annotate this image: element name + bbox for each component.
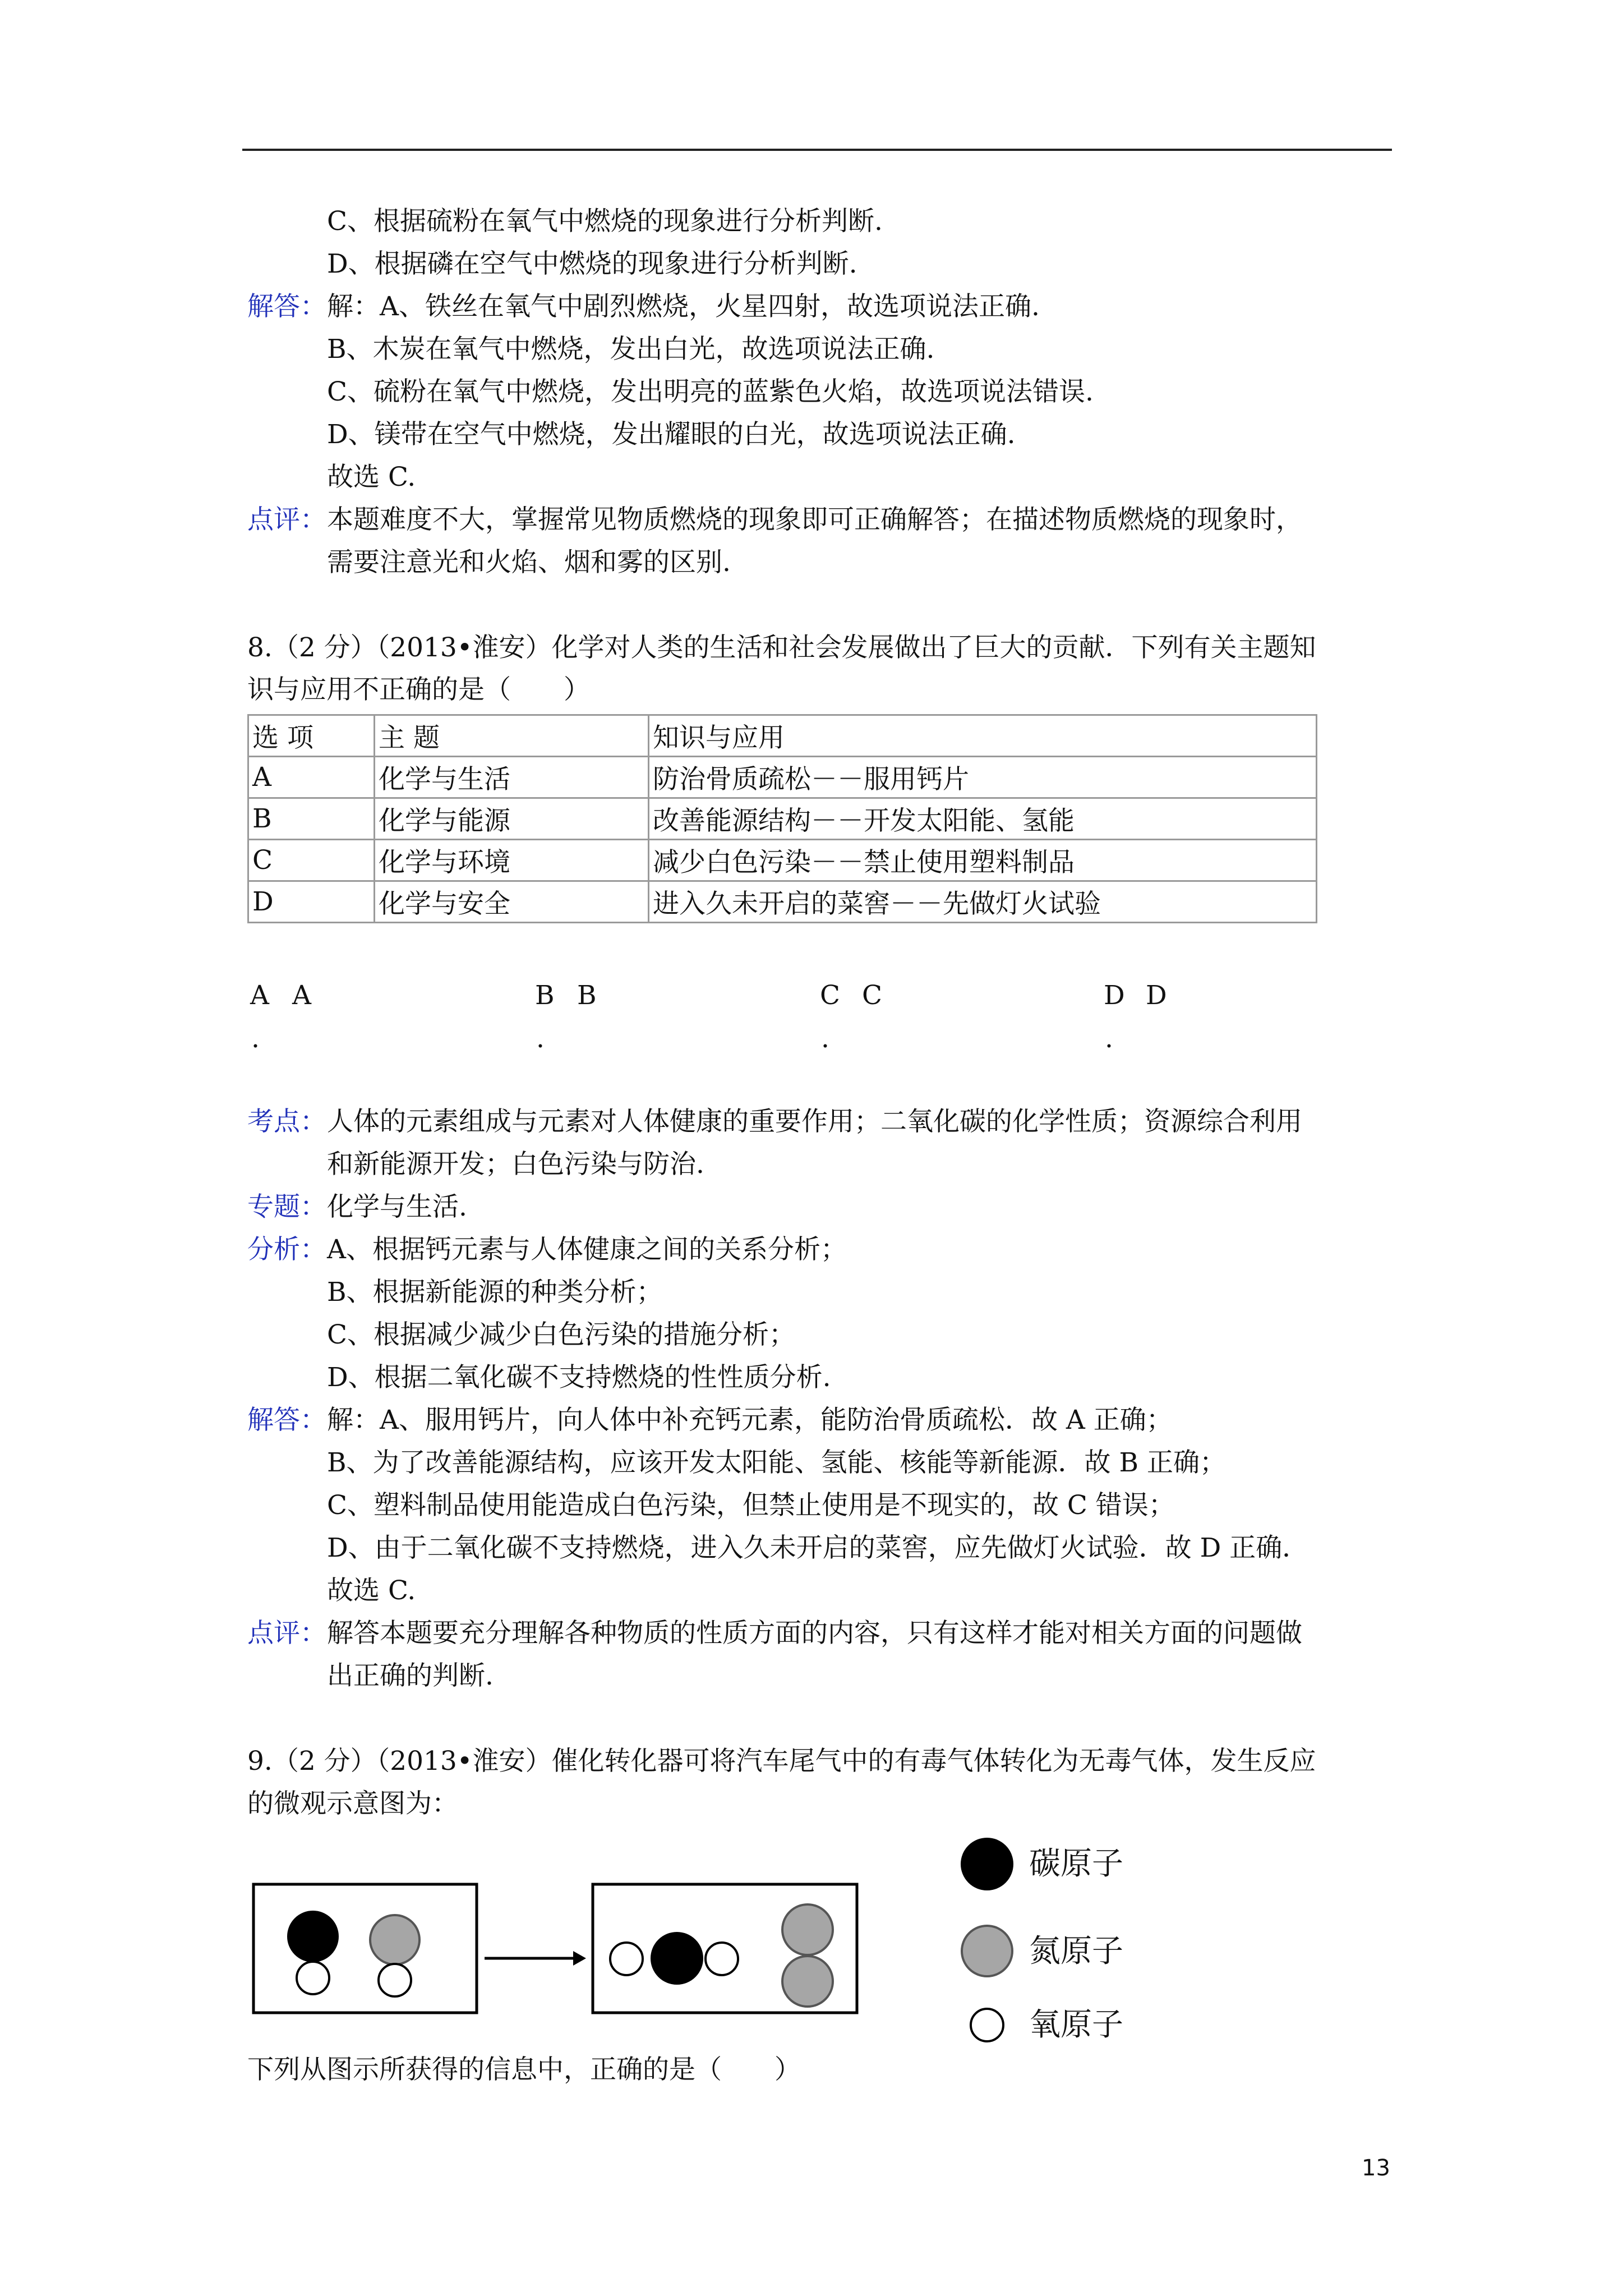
carbon-atom [652, 1933, 702, 1984]
choice-d-dot: . [1105, 1023, 1113, 1054]
carbon-atom [288, 1912, 338, 1961]
q9-question: 下列从图示所获得的信息中，正确的是（ ） [247, 2054, 801, 2085]
q8-topic: 化学与生活. [327, 1191, 467, 1222]
nitrogen-atom [370, 1915, 419, 1964]
legend-oxygen-icon [971, 2009, 1003, 2041]
q7-answer-line: C、硫粉在氧气中燃烧，发出明亮的蓝紫色火焰，故选项说法错误. [327, 376, 1094, 407]
page-number: 13 [1362, 2155, 1390, 2181]
q8-comment-line: 解答本题要充分理解各种物质的性质方面的内容，只有这样才能对相关方面的问题做 [327, 1618, 1302, 1649]
reaction-diagram [247, 1829, 920, 2031]
table-cell: 化学与环境 [375, 840, 649, 881]
q7-comment-line: 本题难度不大，掌握常见物质燃烧的现象即可正确解答；在描述物质燃烧的现象时， [327, 504, 1302, 535]
nitrogen-atom [782, 1904, 833, 1955]
legend-oxygen-label: 氧原子 [1029, 2007, 1123, 2043]
legend-carbon-label: 碳原子 [1029, 1846, 1123, 1882]
q7-comment-label: 点评： [247, 504, 326, 535]
table-cell: D [248, 881, 375, 923]
legend-symbols [956, 1834, 1018, 2053]
table-header-cell: 主 题 [375, 715, 649, 757]
q8-analysis-line: D、根据二氧化碳不支持燃烧的性性质分析. [327, 1362, 831, 1393]
q8-analysis-label: 分析： [247, 1234, 326, 1265]
choice-b-letter: B [535, 980, 555, 1011]
q8-analysis-line: C、根据减少减少白色污染的措施分析； [327, 1319, 795, 1350]
q8-point-line: 和新能源开发；白色污染与防治. [327, 1149, 704, 1180]
q8-stem-line: 识与应用不正确的是（ ） [247, 674, 590, 705]
legend-nitrogen-icon [962, 1926, 1012, 1976]
q8-answer-line: D、由于二氧化碳不支持燃烧，进入久未开启的菜窖，应先做灯火试验．故 D 正确． [327, 1533, 1309, 1563]
oxygen-atom [706, 1943, 738, 1975]
q8-comment-line: 出正确的判断. [327, 1660, 494, 1691]
q8-analysis-line: B、根据新能源的种类分析； [327, 1277, 663, 1308]
legend-nitrogen-label: 氮原子 [1029, 1933, 1123, 1970]
legend-carbon-icon [962, 1839, 1012, 1889]
q7-answer-line: 故选 C. [327, 462, 416, 493]
table-cell: B [248, 798, 375, 840]
q7-comment-line: 需要注意光和火焰、烟和雾的区别. [327, 547, 731, 578]
q9-stem-line: 的微观示意图为： [247, 1788, 458, 1819]
intro-c: C、根据硫粉在氧气中燃烧的现象进行分析判断. [327, 206, 883, 237]
table-cell: A [248, 757, 375, 798]
choice-d-text: D [1146, 980, 1167, 1011]
table-cell: 减少白色污染－－禁止使用塑料制品 [649, 840, 1317, 881]
q8-answer-label: 解答： [247, 1405, 326, 1435]
q9-stem-line: 9.（2 分）（2013•淮安）催化转化器可将汽车尾气中的有毒气体转化为无毒气体，发生反应 [247, 1746, 1316, 1777]
table-cell: C [248, 840, 375, 881]
table-row [248, 840, 1317, 881]
nitrogen-atom [782, 1956, 833, 2007]
reaction-arrow-head [573, 1951, 586, 1966]
choice-c-text: C [862, 980, 882, 1011]
table-row [248, 757, 1317, 798]
reactant-box [253, 1884, 477, 2013]
q8-comment-label: 点评： [247, 1618, 326, 1649]
table-header-cell: 选 项 [248, 715, 375, 757]
oxygen-atom [610, 1943, 643, 1975]
choice-d-letter: D [1104, 980, 1125, 1011]
table-header-row [248, 715, 1317, 757]
q8-answer-line: 故选 C. [327, 1575, 416, 1606]
q8-answer-line: 解：A、服用钙片，向人体中补充钙元素，能防治骨质疏松．故 A 正确； [327, 1405, 1173, 1435]
q8-stem-line: 8.（2 分）（2013•淮安）化学对人类的生活和社会发展做出了巨大的贡献．下列有关主题知 [247, 632, 1316, 663]
table-cell: 化学与安全 [375, 881, 649, 923]
q8-answer-line: B、为了改善能源结构，应该开发太阳能、氢能、核能等新能源．故 B 正确； [327, 1447, 1226, 1478]
choice-b-text: B [577, 980, 597, 1011]
table-cell: 防治骨质疏松－－服用钙片 [649, 757, 1317, 798]
choice-a-text: A [292, 980, 311, 1011]
q8-topic-label: 专题： [247, 1191, 326, 1222]
table-header-cell: 知识与应用 [649, 715, 1317, 757]
header-rule [242, 149, 1392, 151]
q7-answer-line: 解：A、铁丝在氧气中剧烈燃烧，火星四射，故选项说法正确. [327, 291, 1040, 322]
table-row [248, 881, 1317, 923]
q7-answer-line: B、木炭在氧气中燃烧，发出白光，故选项说法正确. [327, 334, 935, 365]
choice-c-dot: . [821, 1023, 829, 1054]
choice-a-letter: A [250, 980, 269, 1011]
table-row [248, 798, 1317, 840]
q8-options-table [247, 714, 1317, 923]
table-cell: 进入久未开启的菜窖－－先做灯火试验 [649, 881, 1317, 923]
choice-b-dot: . [536, 1023, 545, 1054]
choice-c-letter: C [820, 980, 840, 1011]
choice-a-dot: . [251, 1023, 260, 1054]
q8-point-label: 考点： [247, 1106, 326, 1137]
intro-d: D、根据磷在空气中燃烧的现象进行分析判断. [327, 249, 857, 279]
q7-answer-line: D、镁带在空气中燃烧，发出耀眼的白光，故选项说法正确. [327, 419, 1016, 450]
table-cell: 化学与能源 [375, 798, 649, 840]
oxygen-atom [297, 1962, 329, 1994]
table-cell: 化学与生活 [375, 757, 649, 798]
oxygen-atom [379, 1964, 411, 1996]
q8-point-line: 人体的元素组成与元素对人体健康的重要作用；二氧化碳的化学性质；资源综合利用 [327, 1106, 1302, 1137]
q7-answer-label: 解答： [247, 291, 326, 322]
table-cell: 改善能源结构－－开发太阳能、氢能 [649, 798, 1317, 840]
q8-analysis-line: A、根据钙元素与人体健康之间的关系分析； [327, 1234, 847, 1265]
q8-answer-line: C、塑料制品使用能造成白色污染，但禁止使用是不现实的，故 C 错误； [327, 1490, 1175, 1521]
